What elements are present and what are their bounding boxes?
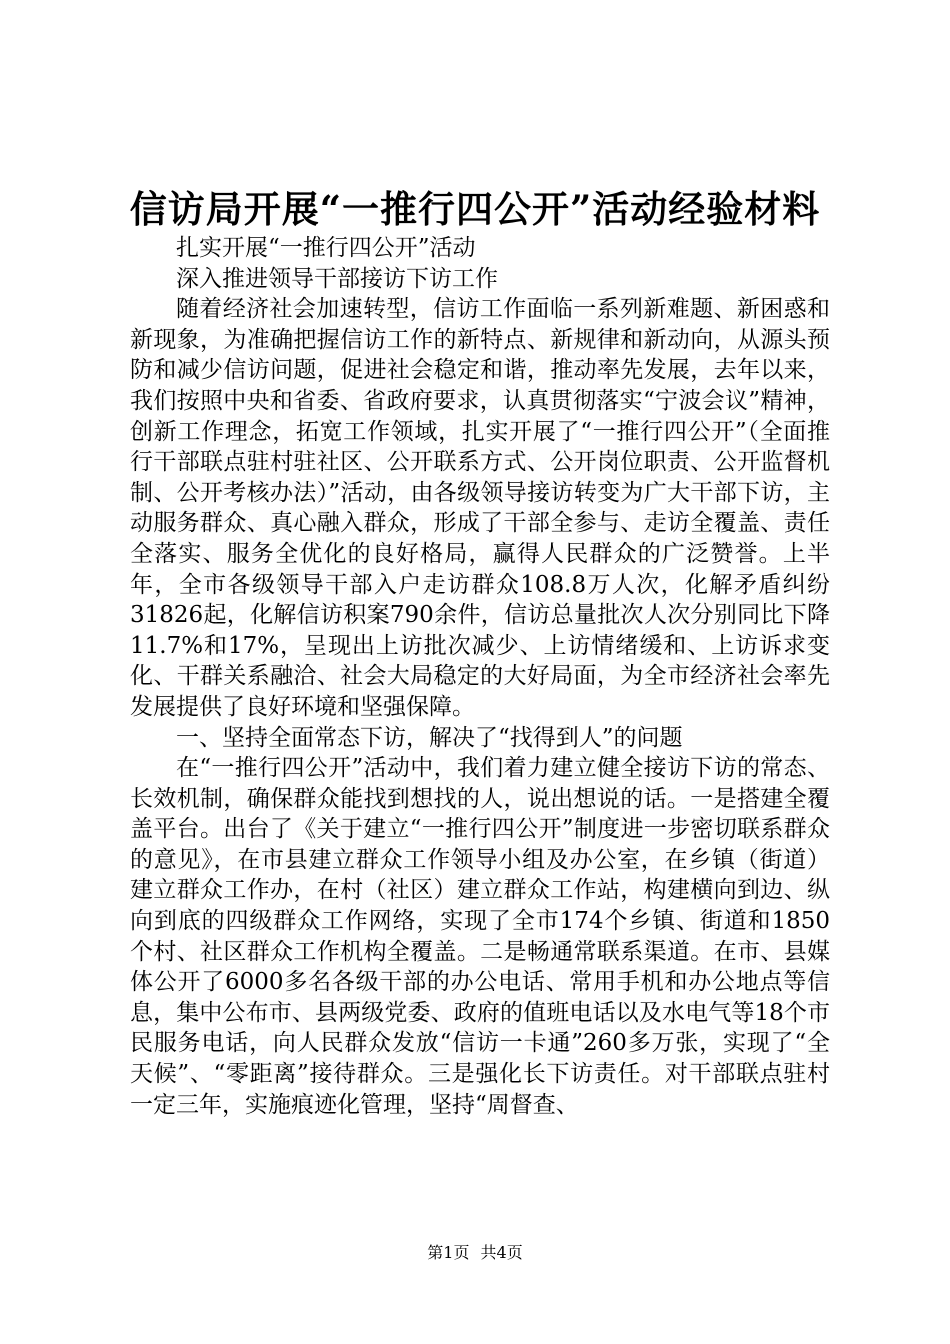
section-paragraph-1: 在“一推行四公开”活动中，我们着力建立健全接访下访的常态、长效机制，确保群众能找到想找的人，说出想说的话。一是搭建全覆盖平台。出台了《关于建立“一推行四公开”制度进一步密切联系群众的意见》，在市县建立群众工作领导小组及办公室，在乡镇（街道）建立群众工作办，在村（社区）建立群众工作站，构建横向到边、纵向到底的四级群众工作网络，实现了全市174个乡镇、街道和1850个村、社区群众工作机构全覆盖。二是畅通常联系渠道。在市、县媒体公开了6000多名各级干部的办公电话、常用手机和办公地点等信息，集中公布市、县两级党委、政府的值班电话以及水电气等18个市民服务电话，向人民群众发放“信访一卡通”260多万张，实现了“全天候”、“零距离”接待群众。三是强化长下访责任。对干部联点驻村一定三年，实施痕迹化管理，坚持“周督查、 [130, 755, 830, 1118]
subtitle-line-2: 深入推进领导干部接访下访工作 [176, 265, 498, 292]
page-number: 第1页 [427, 1243, 470, 1262]
document-body [130, 233, 830, 1120]
page-total: 共4页 [480, 1243, 523, 1262]
document-title: 信访局开展“一推行四公开”活动经验材料 [129, 187, 821, 231]
section-heading-1: 一、坚持全面常态下访，解决了“找得到人”的问题 [176, 724, 683, 751]
intro-paragraph: 随着经济社会加速转型，信访工作面临一系列新难题、新困惑和新现象，为准确把握信访工作的新特点、新规律和新动向，从源头预防和减少信访问题，促进社会稳定和谐，推动率先发展，去年以来，我们按照中央和省委、省政府要求，认真贯彻落实“宁波会议”精神，创新工作理念，拓宽工作领域，扎实开展了“一推行四公开”（全面推行干部联点驻村驻社区、公开联系方式、公开岗位职责、公开监督机制、公开考核办法）”活动，由各级领导接访转变为广大干部下访，主动服务群众、真心融入群众，形成了干部全参与、走访全覆盖、责任全落实、服务全优化的良好格局，赢得人民群众的广泛赞誉。上半年，全市各级领导干部入户走访群众108.8万人次，化解矛盾纠纷31826起，化解信访积案790余件，信访总量批次人次分别同比下降11.7%和17%，呈现出上访批次减少、上访情绪缓和、上访诉求变化、干群关系融洽、社会大局稳定的大好局面，为全市经济社会率先发展提供了良好环境和坚强保障。 [130, 296, 830, 720]
page-footer [0, 1242, 950, 1264]
subtitle-line-1: 扎实开展“一推行四公开”活动 [176, 235, 476, 261]
